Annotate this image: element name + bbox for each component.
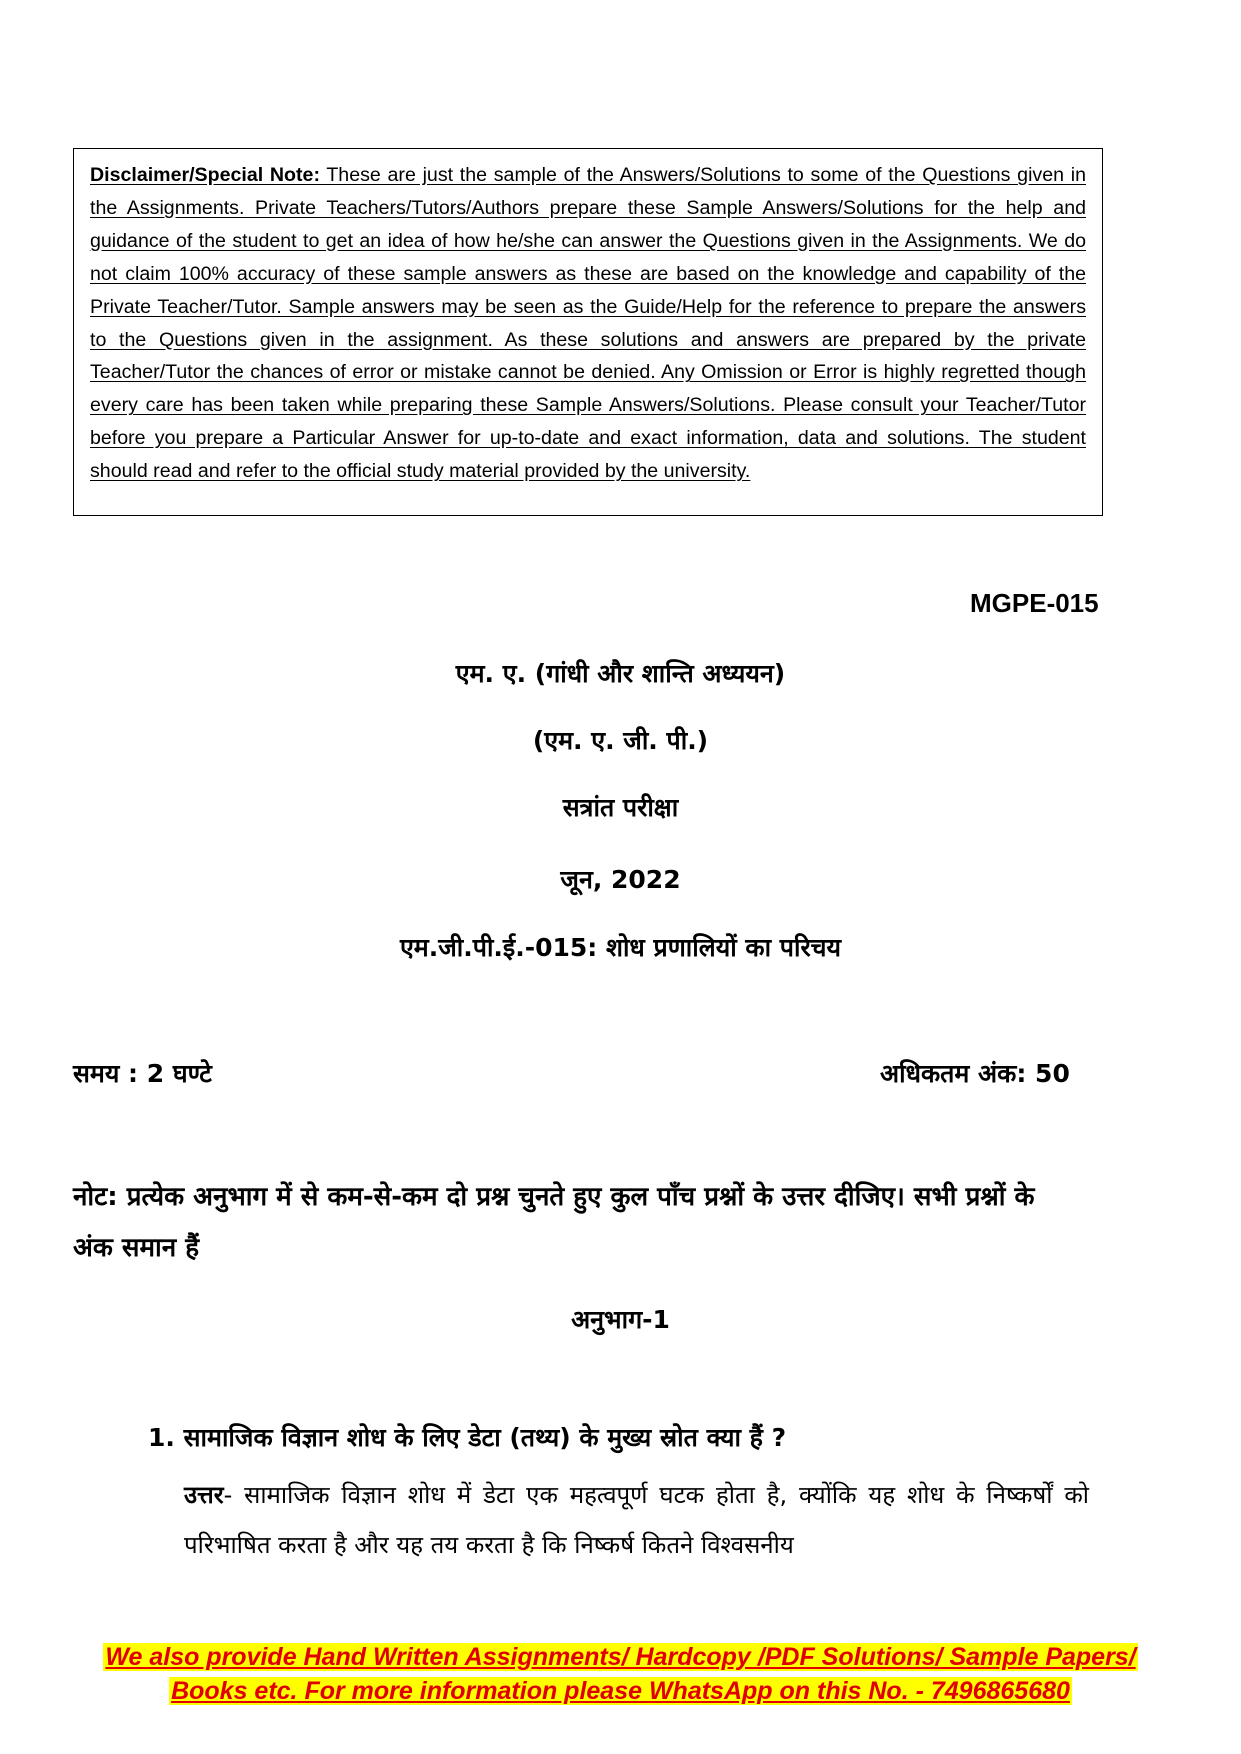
promo-line-2: Books etc. For more information please WhatsApp on this No. - 7496865680: [171, 1677, 1070, 1705]
instruction-note: नोट: प्रत्येक अनुभाग में से कम-से-कम दो प्रश्न चुनते हुए कुल पाँच प्रश्नों के उत्तर दीजिए। सभी प्रश्नों के अंक समान हैं: [73, 1182, 1035, 1263]
programme-title: एम. ए. (गांधी और शान्ति अध्ययन): [455, 659, 786, 688]
promo-footer: [0, 1640, 1241, 1708]
section-heading: अनुभाग-1: [571, 1305, 670, 1334]
disclaimer-box: [73, 148, 1103, 516]
max-marks: अधिकतम अंक: 50: [880, 1059, 1070, 1088]
answer-text: - सामाजिक विज्ञान शोध में डेटा एक महत्वपूर्ण घटक होता है, क्योंकि यह शोध के निष्कर्षों को परिभाषित करता है और यह तय करता है कि निष्कर्ष कितने विश्वसनीय: [184, 1481, 1089, 1559]
disclaimer-text: These are just the sample of the Answers/Solutions to some of the Questions given in the Assignments. Private Teachers/Tutors/Authors prepare these Sample Answers/Solutions for the help and guidance of the student to get an idea of how he/she can answer the Questions given in the Assignments. We do not claim 100% accuracy of these sample answers as these are based on the knowledge and capability of the Private Teacher/Tutor. Sample answers may be seen as the Guide/Help for the reference to prepare the answers to the Questions given in the assignment. As these solutions and answers are prepared by the private Teacher/Tutor the chances of error or mistake cannot be denied. Any Omission or Error is highly regretted though every care has been taken while preparing these Sample Answers/Solutions. Please consult your Teacher/Tutor before you prepare a Particular Answer for up-to-date and exact information, data and solutions. The student should read and refer to the official study material provided by the university.: [90, 164, 1086, 483]
exam-time: समय : 2 घण्टे: [73, 1059, 212, 1088]
question-1: [148, 1420, 786, 1454]
answer-1: [184, 1470, 1089, 1570]
question-text: सामाजिक विज्ञान शोध के लिए डेटा (तथ्य) के मुख्य स्रोत क्या हैं ?: [183, 1423, 787, 1452]
disclaimer-label: Disclaimer/Special Note:: [90, 164, 320, 186]
answer-label: उत्तर: [184, 1481, 224, 1509]
question-number: 1.: [148, 1423, 175, 1452]
exam-title: सत्रांत परीक्षा: [562, 793, 679, 822]
course-code: MGPE-015: [970, 588, 1099, 618]
paper-title: एम.जी.पी.ई.-015: शोध प्रणालियों का परिचय: [399, 933, 842, 962]
promo-line-1: We also provide Hand Written Assignments/ Hardcopy /PDF Solutions/ Sample Papers/: [105, 1643, 1136, 1671]
session-date: जून, 2022: [560, 865, 681, 894]
programme-short: (एम. ए. जी. पी.): [532, 726, 709, 755]
